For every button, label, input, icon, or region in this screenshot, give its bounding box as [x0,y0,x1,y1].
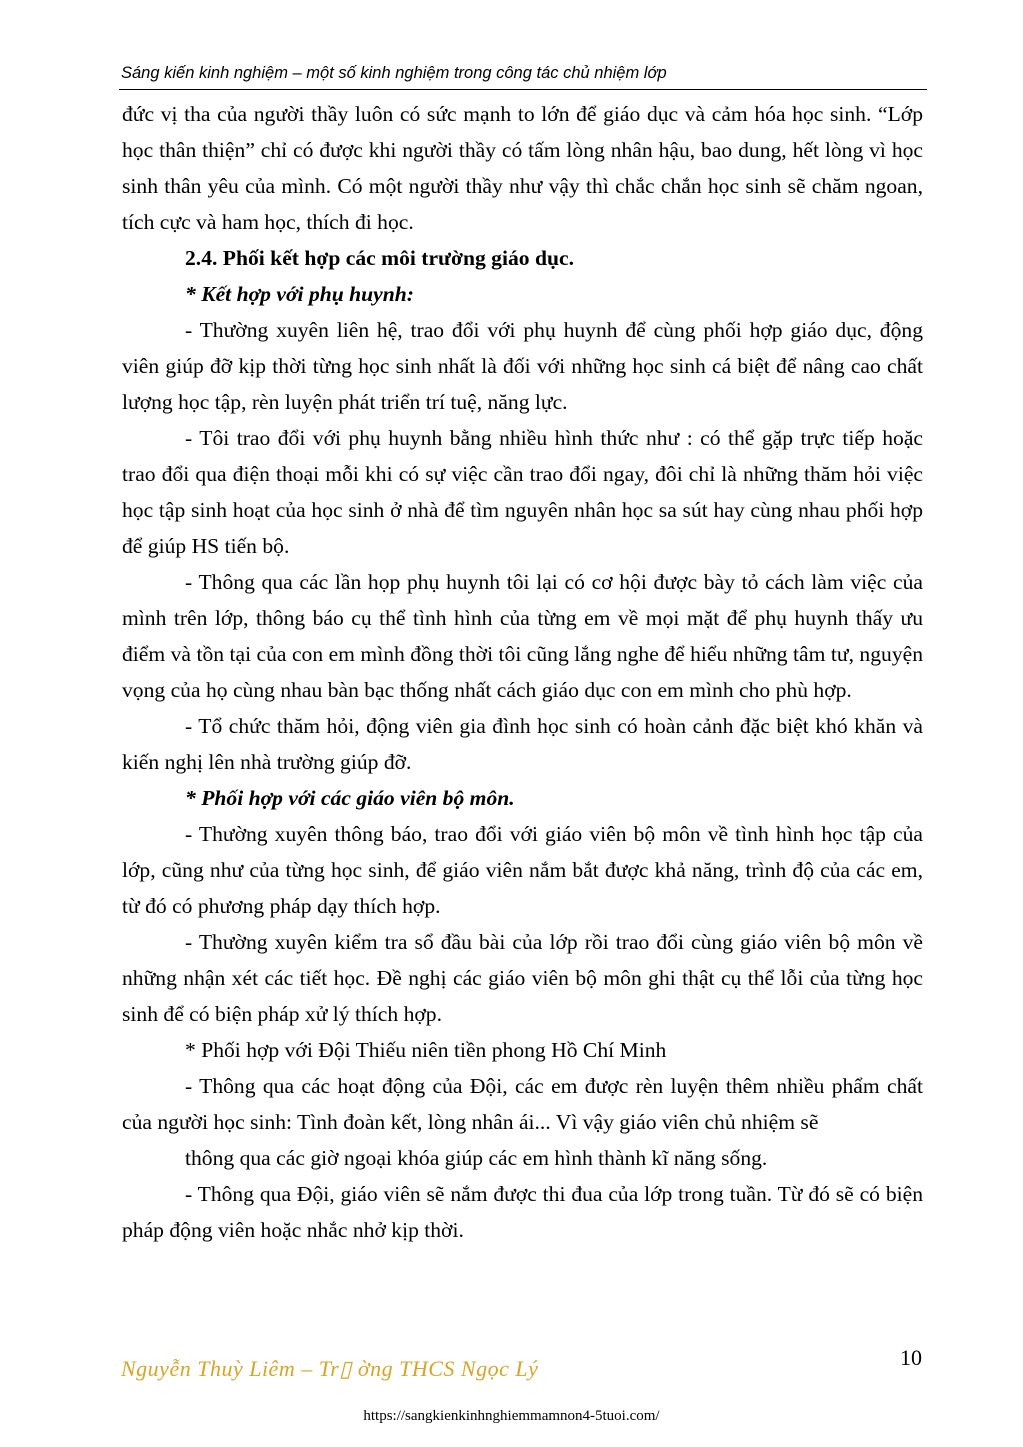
subheading-subject-teachers: * Phối hợp với các giáo viên bộ môn. [185,786,515,810]
page-header-title: Sáng kiến kinh nghiệm – một số kinh nghiệm trong công tác chủ nhiệm lớp [121,64,667,82]
subheading-youth-union: * Phối hợp với Đội Thiếu niên tiền phong Hồ Chí Minh [185,1038,667,1062]
footer-url: https://sangkienkinhnghiemmamnon4-5tuoi.com/ [363,1408,660,1424]
paragraph-parents-2: - Tôi trao đổi với phụ huynh bằng nhiều hình thức như : có thể gặp trực tiếp hoặc trao đổi qua điện thoại mỗi khi có sự việc cần trao đổi ngay, đôi chỉ là những thăm hỏi việc học tập sinh hoạt của học sinh ở nhà để tìm nguyên nhân học sa sút hay cùng nhau phối hợp để giúp HS tiến bộ. [122,426,923,558]
paragraph-union-2: - Thông qua Đội, giáo viên sẽ nắm được thi đua của lớp trong tuần. Từ đó sẽ có biện pháp động viên hoặc nhắc nhở kịp thời. [122,1182,923,1242]
paragraph-parents-3: - Thông qua các lần họp phụ huynh tôi lại có cơ hội được bày tỏ cách làm việc của mình trên lớp, thông báo cụ thể tình hình của từng em về mọi mặt để phụ huynh thấy ưu điểm và tồn tại của con em mình đồng thời tôi cũng lắng nghe để hiểu những tâm tư, nguyện vọng của họ cùng nhau bàn bạc thống nhất cách giáo dục con em mình cho phù hợp. [122,570,923,702]
page-number: 10 [900,1345,922,1370]
paragraph-parents-1: - Thường xuyên liên hệ, trao đổi với phụ huynh để cùng phối hợp giáo dục, động viên giúp đỡ kịp thời từng học sinh nhất là đối với những học sinh cá biệt để nâng cao chất lượng học tập, rèn luyện phát triển trí tuệ, năng lực. [122,318,923,414]
footer-author: Nguyễn Thuỳ Liêm – Tr▯ ờng THCS Ngọc Lý [121,1356,539,1381]
paragraph-teachers-1: - Thường xuyên thông báo, trao đổi với giáo viên bộ môn về tình hình học tập của lớp, cũng như của từng học sinh, để giáo viên nắm bắt được khả năng, trình độ của các em, từ đó có phương pháp dạy thích hợp. [122,822,923,918]
document-body [122,96,923,1248]
subheading-parents: * Kết hợp với phụ huynh: [185,282,414,306]
paragraph-parents-4: - Tổ chức thăm hỏi, động viên gia đình học sinh có hoàn cảnh đặc biệt khó khăn và kiến nghị lên nhà trường giúp đỡ. [122,714,923,774]
paragraph-teachers-2: - Thường xuyên kiểm tra sổ đầu bài của lớp rồi trao đổi cùng giáo viên bộ môn về những nhận xét các tiết học. Đề nghị các giáo viên bộ môn ghi thật cụ thể lỗi của từng học sinh để có biện pháp xử lý thích hợp. [122,930,923,1026]
paragraph-union-1-continued: thông qua các giờ ngoại khóa giúp các em hình thành kĩ năng sống. [185,1146,768,1170]
paragraph-union-1: - Thông qua các hoạt động của Đội, các em được rèn luyện thêm nhiều phẩm chất của người học sinh: Tình đoàn kết, lòng nhân ái... Vì vậy giáo viên chủ nhiệm sẽ [122,1074,923,1134]
header-divider [119,89,927,90]
section-heading: 2.4. Phối kết hợp các môi trường giáo dục. [185,246,574,270]
paragraph-intro: đức vị tha của người thầy luôn có sức mạnh to lớn để giáo dục và cảm hóa học sinh. “Lớp học thân thiện” chỉ có được khi người thầy có tấm lòng nhân hậu, bao dung, hết lòng vì học sinh thân yêu của mình. Có một người thầy như vậy thì chắc chắn học sinh sẽ chăm ngoan, tích cực và ham học, thích đi học. [122,102,923,234]
